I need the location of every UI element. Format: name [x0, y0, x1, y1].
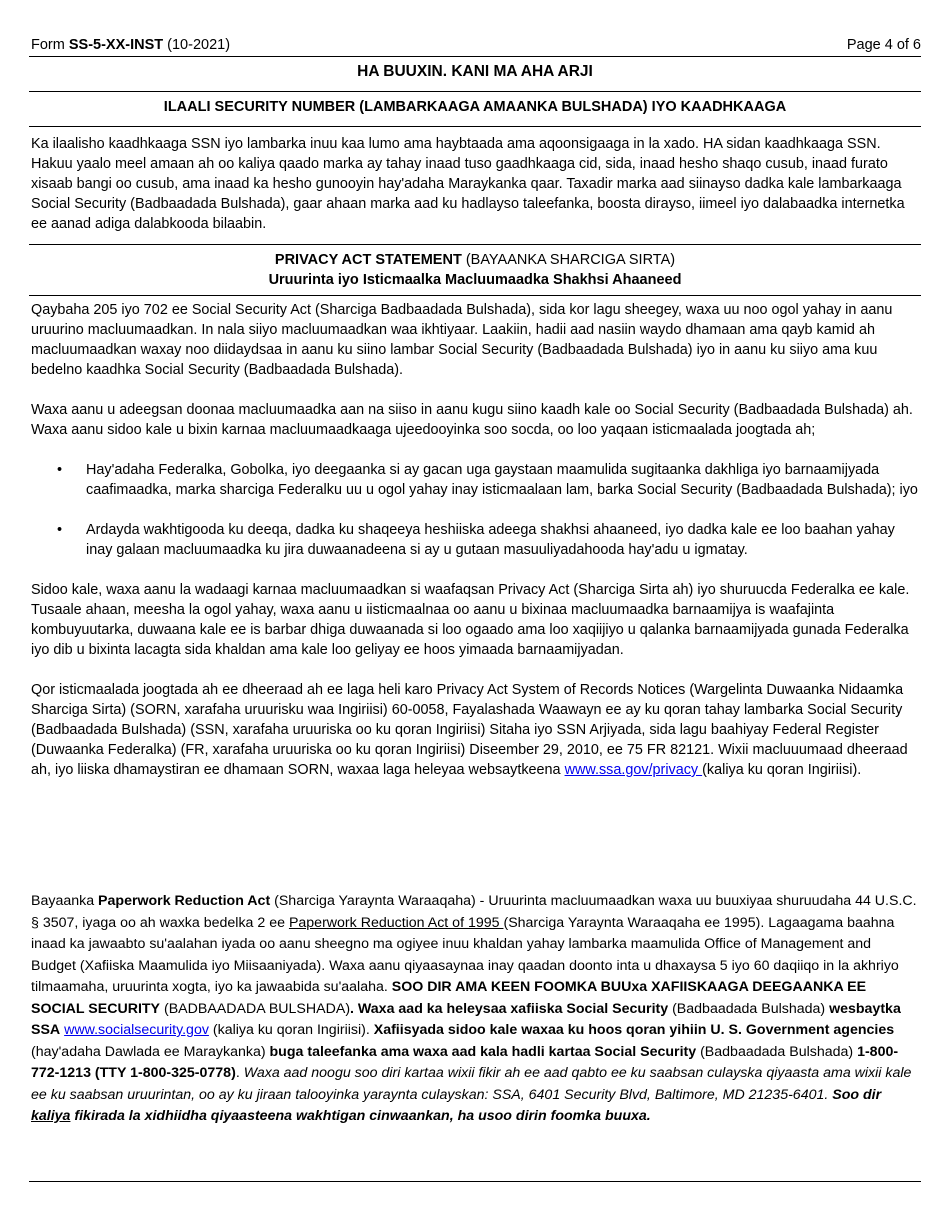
privacy-paragraph-4: Qor isticmaalada joogtada ah ee dheeraad ah ee laga heli karo Privacy Act System of Records Notices (Wargelinta Duwaanka Nidaamka Sharciga Sirta) (SORN, xarafaha uruurisku waa Ingiriisi) 60-0058, Fayalashada Waawayn ee ay ku qoran tahay lambarka Social Security (Badbaadada Bulshada) (SSN, xarafaha uruuriska oo ku qoran Ingiriisi) Sitaha iyo SSN Arjiyada, sida lagu baahiyay Federal Register (Duwaanka Federalka) (FR, xarafaha uruuriska oo ku qoran Ingiriisi) Diseember 29, 2010, ee 75 FR 82121. Wixii macluuumaad dheeraad ah, iyo liiska dhamaystiran ee dhamaan SORN, waxaa laga heleyaa websaytkeena www.ssa.gov/privacy (kaliya ku qoran Ingiriisi).	[31, 682, 908, 778]
divider	[29, 91, 921, 92]
list-item: • Hay'adaha Federalka, Gobolka, iyo deegaanka si ay gacan uga gaystaan maamulida sugitaanka dakhliga iyo barnaamijyada caafimaadka, marka sharciga Federalku uu u ogol yahay inay isticmaalaan lam, barka Social Security (Badbaadada Bulshada); iyo	[57, 462, 918, 498]
page-number: Page 4 of 6	[846, 37, 921, 53]
divider	[29, 295, 921, 296]
ssa-privacy-link[interactable]: www.ssa.gov/privacy	[564, 762, 703, 778]
header-rule	[29, 56, 921, 57]
privacy-paragraph-2: Waxa aanu u adeegsan doonaa macluumaadka aan na siiso in aanu kugu siino kaadh kale oo Social Security (Badbaadada Bulshada) ah. Waxa aanu sidoo kale u bixin karnaa macluumaadkaaga ujeedooyinka soo socda, oo loo yaqaan isticmaalada joogtada ah;	[31, 402, 913, 438]
section-protect-ssn-text: Ka ilaalisho kaadhkaaga SSN iyo lambarka inuu kaa lumo ama haybtaada ama aqoonsigaaga in la xado. HA sidan kaadhkaaga SSN. Hakuu yaalo meel amaan ah oo kaliya qaado marka ay tahay inaad tuso gaadhkaaga cid, sida, inaad hesho shaqo cusub, inaad furato xisaab bangi oo cusub, ama inaad ka hesho gunooyin hay'adaha Maraykanka qaar. Taxadir marka aad siinayso dadka kale lambarkaaga Social Security (Badbaadada Bulshada), gaar ahaan marka aad ku hadlayso taleefanka, boosta dirayso, iimeel iyo dalabaadka internetka ee aanad adiga dalabkooda bilaabin.	[31, 136, 905, 232]
bullet-icon: •	[57, 462, 63, 478]
footer-rule	[29, 1181, 921, 1182]
main-title: HA BUUXIN. KANI MA AHA ARJI	[357, 63, 593, 80]
socialsecurity-gov-link[interactable]: www.socialsecurity.gov	[64, 1022, 209, 1038]
paperwork-reduction-statement: Bayaanka Paperwork Reduction Act (Sharciga Yaraynta Waraaqaha) - Uruurinta macluumaadkan waxa uu buuxiyaa shuruudaha 44 U.S.C. § 3507, iyaga oo ah waxka bedelka 2 ee Paperwork Reduction Act of 1995 (Sharciga Yaraynta Waraaqaha ee 1995). Lagaagama baahna inaad ka jawaabto su'aalahan iyada oo aanu sheegno ma ogiyee inuu khaldan yahay lambarka maamulida Office of Management and Budget (Xafiiska Maamulida iyo Miisaaniyada). Waxa aanu qiyaasaynaa inay qaadan doonto inta u dhaxaysa 5 iyo 60 daqiiqo in la akhriyo tilmaamaha, uruurinta xogta, iyo ka jawaabida su'aalaha. SOO DIR AMA KEEN FOOMKA BUUxa XAFIISKAAGA DEEGAANKA EE SOCIAL SECURITY (BADBAADADA BULSHADA). Waxa aad ka heleysaa xafiiska Social Security (Badbaadada Bulshada) wesbaytka SSA www.socialsecurity.gov (kaliya ku qoran Ingiriisi). Xafiisyada sidoo kale waxaa ku hoos qoran yihiin U. S. Government agencies (hay'adaha Dawlada ee Maraykanka) buga taleefanka ama waxa aad kala hadli kartaa Social Security (Badbaadada Bulshada) 1-800-772-1213 (TTY 1-800-325-0778). Waxa aad noogu soo diri kartaa wixii fikir ah ee aad qabto ee ku saabsan culayska qiyaasta ama wixii kale ee ku saabsan uruurintan, oo ay ku jiraan talooyinka yaraynta culayskan: SSA, 6401 Security Blvd, Baltimore, MD 21235-6401. Soo dir kaliya fikirada la xidhiidha qiyaasteena wakhtigan cinwaankan, ha usoo dirin foomka buuxa.	[31, 893, 917, 1124]
divider	[29, 126, 921, 127]
privacy-paragraph-1: Qaybaha 205 iyo 702 ee Social Security Act (Sharciga Badbaadada Bulshada), sida kor lagu sheegey, waxa uu noo ogol yahay in aanu uruurino macluumaadkan. In nala siiyo macluumaadkan waa ikhtiyaar. Laakiin, hadii aad nasiin waydo dhamaan ama qayb kamid ah macluumaadkan waxay noo diidaydsaa in aanu ku siino lambar Social Security (Badbaadada Bulshada) iyo in aanu ku siiyo ama kuu bedelno kaadhka Social Security (Badbaadada Bulshada).	[31, 302, 893, 378]
list-item: • Ardayda wakhtigooda ku deeqa, dadka ku shaqeeya heshiiska adeega shakhsi ahaaneed, iyo dadka kale ee loo baahan yahay inay galaan macluumaadka ku jira duwaanadeena si ay u gutaan masuuliyadahooda hay'adu u igmatay.	[57, 522, 895, 558]
form-id: Form SS-5-XX-INST (10-2021)	[31, 37, 231, 53]
privacy-paragraph-3: Sidoo kale, waxa aanu la wadaagi karnaa macluumaadkan si waafaqsan Privacy Act (Sharciga Sirta ah) iyo shuruucda Federalka ee kale. Tusaale ahaan, meesha la ogol yahay, waxa aanu u iisticmaalnaa oo aanu u bixinaa macluumaadka barnaamijya is waafajinta kombuyuutarka, duwaana kale ee is barbar dhiga duwaanada si loo ogaado ama loo xaqiijiyo u qalanka barnaamijyada gunada Federalka iyo dib u bixinta lacagta sida khaldan ama kale loo geliyay ee hoos yimaada barnaamijyadan.	[31, 582, 910, 658]
phone-numbers: 1-800-772-1213 (TTY 1-800-325-0778)	[31, 1043, 899, 1081]
bullet-icon: •	[57, 522, 63, 538]
pra-1995-reference: Paperwork Reduction Act of 1995	[288, 914, 504, 931]
privacy-act-title: PRIVACY ACT STATEMENT (BAYAANKA SHARCIGA SIRTA)	[274, 252, 676, 268]
form-code: SS-5-XX-INST	[68, 37, 164, 53]
routine-uses-list	[31, 460, 919, 560]
privacy-act-subtitle: Uruurinta iyo Isticmaalka Macluumaadka Shakhsi Ahaaneed	[268, 272, 682, 288]
privacy-act-text	[31, 300, 919, 780]
page-header	[29, 35, 921, 55]
divider	[29, 244, 921, 245]
section-title-protect-ssn: ILAALI SECURITY NUMBER (LAMBARKAAGA AMAANKA BULSHADA) IYO KAADHKAAGA	[163, 99, 787, 115]
